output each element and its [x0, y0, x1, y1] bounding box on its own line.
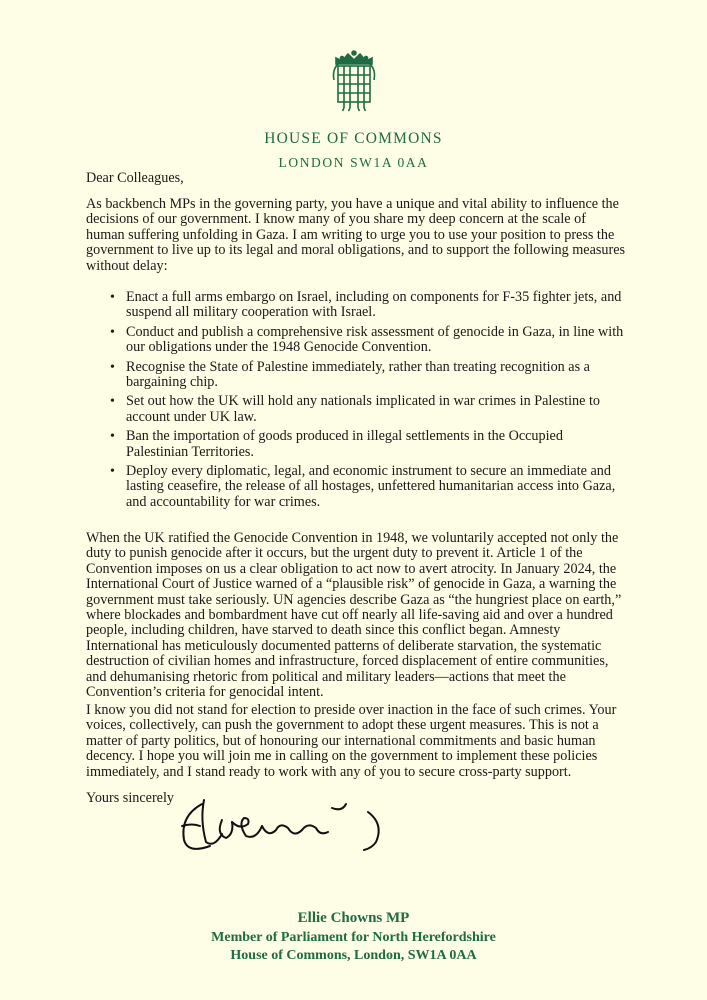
list-item: • Ban the importation of goods produced in illegal settlements in the Occupied Palestinian Territories.	[86, 429, 626, 460]
letterhead-title: HOUSE OF COMMONS	[264, 130, 443, 147]
measures-list	[86, 290, 626, 514]
paragraph-intro: As backbench MPs in the governing party, you have a unique and vital ability to influence the decisions of our government. I know many of you share my deep concern at the scale of human suffering unfolding in Gaza. I am writing to urge you to use your position to press the government to live up to its legal and moral obligations, and to support the following measures without delay:	[86, 196, 626, 274]
list-item: • Deploy every diplomatic, legal, and economic instrument to secure an immediate and lasting ceasefire, the release of all hostages, unfettered humanitarian access into Gaza, and accountability for war crimes.	[86, 464, 626, 510]
salutation: Dear Colleagues,	[86, 170, 184, 186]
signatory-role: Member of Parliament for North Herefordshire	[211, 930, 496, 945]
closing: Yours sincerely	[86, 790, 175, 806]
list-item: • Set out how the UK will hold any nationals implicated in war crimes in Palestine to account under UK law.	[86, 394, 626, 425]
list-item: • Recognise the State of Palestine immediately, rather than treating recognition as a bargaining chip.	[86, 360, 626, 391]
letterhead-address: LONDON SW1A 0AA	[278, 155, 429, 170]
list-item: • Conduct and publish a comprehensive risk assessment of genocide in Gaza, in line with our obligations under the 1948 Genocide Convention.	[86, 325, 626, 356]
list-item: • Enact a full arms embargo on Israel, including on components for F-35 fighter jets, and suspend all military cooperation with Israel.	[86, 290, 626, 321]
paragraph-genocide-convention: When the UK ratified the Genocide Convention in 1948, we voluntarily accepted not only the duty to punish genocide after it occurs, but the urgent duty to prevent it. Article 1 of the Convention imposes on us a clear obligation to act now to avert atrocity. In January 2024, the International Court of Justice warned of a “plausible risk” of genocide in Gaza, a warning the government must take seriously. UN agencies describe Gaza as “the hungriest place on earth,” where blockades and bombardment have cut off nearly all life-saving aid and over a hundred people, including children, have starved to death since this conflict began. Amnesty International has meticulously documented patterns of deliberate starvation, the systematic destruction of civilian homes and infrastructure, forced displacement of entire communities, and dehumanising rhetoric from political and military leaders—actions that meet the Convention’s criteria for genocidal intent.	[86, 530, 622, 701]
portcullis-icon	[330, 50, 378, 114]
paragraph-appeal: I know you did not stand for election to preside over inaction in the face of such crimes. Your voices, collectively, can push the government to adopt these urgent measures. This is not a matter of party politics, but of honouring our international commitments and basic human decency. I hope you will join me in calling on the government to implement these policies immediately, and I stand ready to work with any of you to secure cross-party support.	[86, 702, 617, 780]
signatory-name: Ellie Chowns MP	[297, 910, 410, 926]
signatory-address: House of Commons, London, SW1A 0AA	[230, 948, 477, 963]
handwritten-signature	[170, 790, 415, 862]
